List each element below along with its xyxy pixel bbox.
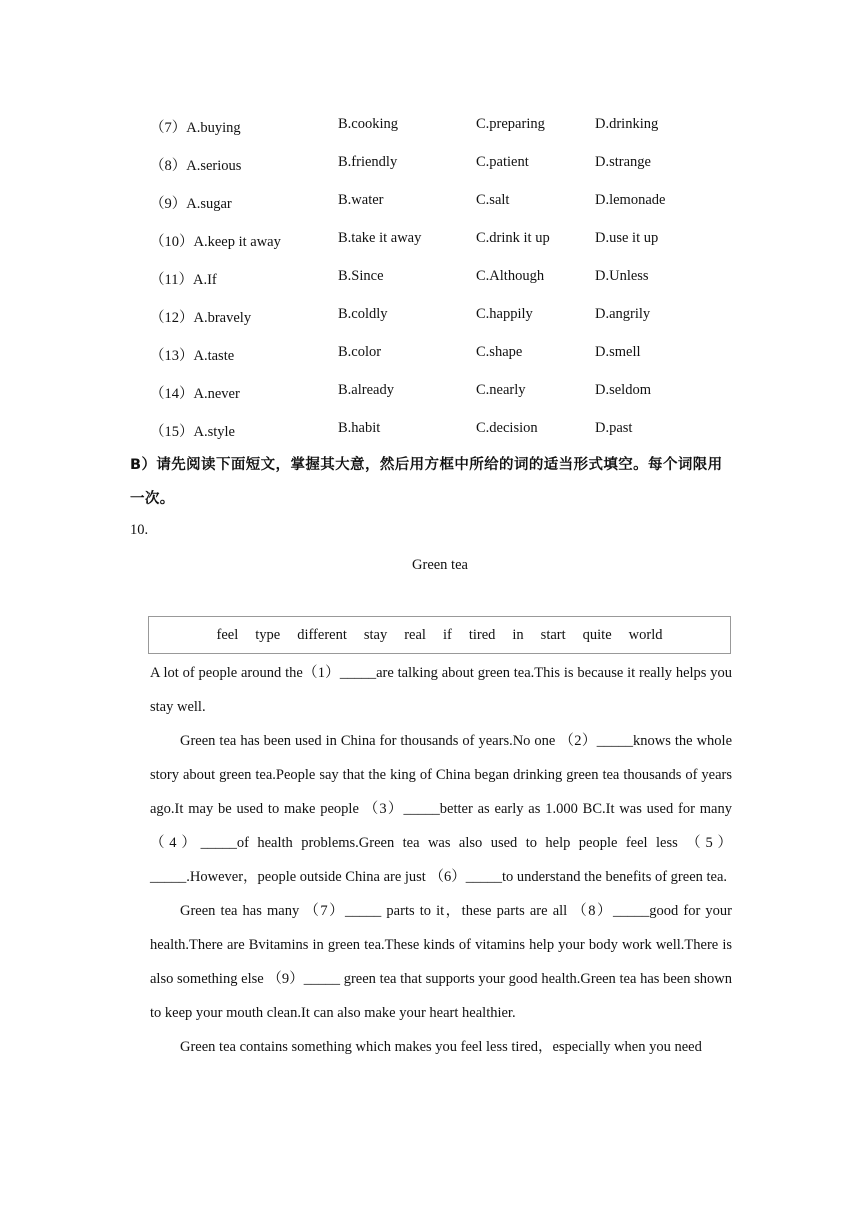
option-d: D.strange — [595, 154, 651, 170]
option-a-text: A.keep it away — [193, 234, 281, 250]
option-d: D.use it up — [595, 230, 659, 246]
question-option-a — [150, 344, 234, 365]
question-option-a — [150, 230, 281, 251]
question-option-a — [150, 382, 240, 403]
question-option-a — [150, 154, 241, 175]
word-box-item: if — [442, 626, 452, 643]
passage-paragraph: Green tea contains something which makes you feel less tired，especially when you need — [180, 1039, 702, 1055]
option-c: C.preparing — [476, 116, 545, 132]
word-box-item: different — [297, 626, 347, 643]
option-c: C.salt — [476, 192, 510, 208]
option-row — [0, 306, 860, 326]
question-num: （11） — [150, 272, 193, 288]
question-num: （10） — [150, 234, 194, 250]
question-num: （15） — [150, 424, 194, 440]
question-num: （14） — [150, 386, 194, 402]
option-a-text: A.buying — [186, 120, 241, 136]
option-d: D.Unless — [595, 268, 649, 284]
option-d: D.drinking — [595, 116, 659, 132]
question-num: （13） — [150, 348, 194, 364]
word-box-item: world — [628, 626, 663, 643]
question-number: 10. — [130, 522, 149, 538]
option-b: B.habit — [338, 420, 381, 436]
option-b: B.coldly — [338, 306, 388, 322]
option-b: B.friendly — [338, 154, 398, 170]
option-a-text: A.style — [193, 424, 235, 440]
option-c: C.happily — [476, 306, 533, 322]
passage-title: Green tea — [412, 557, 468, 573]
option-row — [0, 382, 860, 402]
passage-paragraph: A lot of people around the（1）_____are talking about green tea.This is because it really helps you stay well. — [150, 665, 732, 715]
option-row — [0, 116, 860, 136]
option-b: B.take it away — [338, 230, 422, 246]
option-row — [0, 154, 860, 174]
question-option-a — [150, 268, 217, 289]
option-a-text: A.bravely — [193, 310, 252, 326]
question-option-a — [150, 192, 232, 213]
section-b-instruction: B）请先阅读下面短文，掌握其大意，然后用方框中所给的词的适当形式填空。每个词限用一次。 — [130, 457, 723, 507]
option-c: C.Although — [476, 268, 545, 284]
word-box — [148, 616, 731, 654]
question-num: （7） — [150, 120, 187, 136]
option-a-text: A.never — [193, 386, 240, 402]
word-box-item: feel — [216, 626, 239, 643]
option-d: D.smell — [595, 344, 641, 360]
word-box-item: type — [255, 626, 281, 643]
word-box-item: real — [404, 626, 426, 643]
option-b: B.Since — [338, 268, 384, 284]
option-d: D.angrily — [595, 306, 651, 322]
option-row — [0, 344, 860, 364]
question-num: （8） — [150, 158, 187, 174]
passage-body — [150, 656, 732, 1064]
option-d: D.past — [595, 420, 633, 436]
option-a-text: A.If — [192, 272, 217, 288]
passage-paragraph: Green tea has been used in China for thousands of years.No one （2）_____knows the whole story about green tea.People say that the king of China began drinking green tea thousands of years ago.It may be used to make people （3）_____better as early as 1.000 BC.It was used for many （4）_____of health problems.Green tea was also used to help people feel less （5）_____.However，people outside China are just （6）_____to understand the benefits of green tea. — [150, 733, 732, 885]
word-box-item: start — [540, 626, 566, 643]
word-box-item: quite — [582, 626, 612, 643]
option-b: B.already — [338, 382, 394, 398]
question-option-a — [150, 116, 241, 137]
word-box-item: in — [512, 626, 524, 643]
passage-paragraph: Green tea has many （7）_____ parts to it，these parts are all （8）_____good for your health.There are Bvitamins in green tea.These kinds of vitamins help your body work well.There is also something else （9）_____ green tea that supports your good health.Green tea has been shown to keep your mouth clean.It can also make your heart healthier. — [150, 903, 732, 1021]
option-d: D.seldom — [595, 382, 651, 398]
option-a-text: A.serious — [186, 158, 242, 174]
option-d: D.lemonade — [595, 192, 666, 208]
option-row — [0, 268, 860, 288]
option-row — [0, 192, 860, 212]
question-num: （9） — [150, 196, 187, 212]
question-num: （12） — [150, 310, 194, 326]
option-a-text: A.sugar — [186, 196, 232, 212]
option-c: C.shape — [476, 344, 523, 360]
option-row — [0, 230, 860, 250]
option-a-text: A.taste — [193, 348, 235, 364]
option-b: B.color — [338, 344, 382, 360]
word-box-item: stay — [363, 626, 388, 643]
option-b: B.water — [338, 192, 384, 208]
word-box-item: tired — [468, 626, 496, 643]
question-option-a — [150, 420, 235, 441]
question-option-a — [150, 306, 251, 327]
option-c: C.drink it up — [476, 230, 550, 246]
option-c: C.patient — [476, 154, 529, 170]
option-c: C.decision — [476, 420, 538, 436]
option-c: C.nearly — [476, 382, 526, 398]
option-row — [0, 420, 860, 440]
option-b: B.cooking — [338, 116, 399, 132]
